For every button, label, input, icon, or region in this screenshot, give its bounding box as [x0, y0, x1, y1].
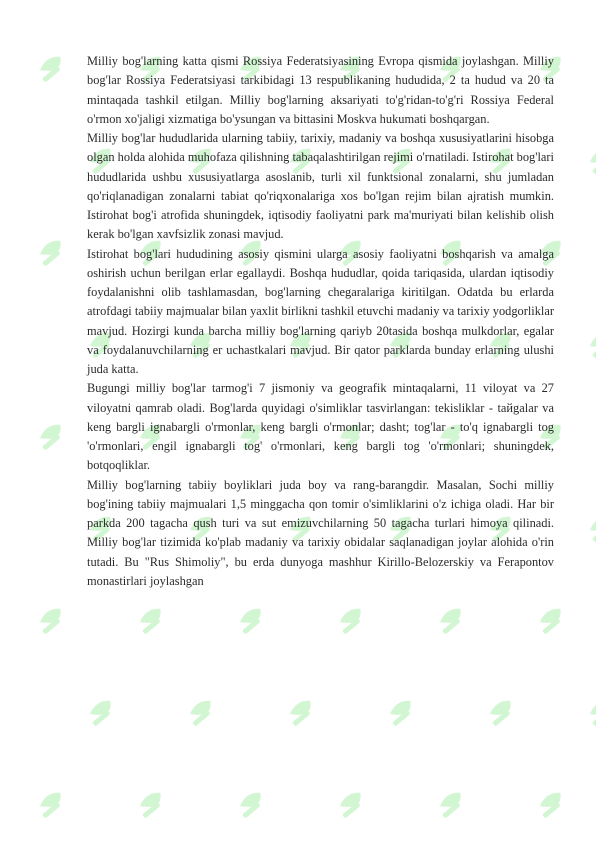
- watermark-leaf-icon: [485, 696, 517, 726]
- watermark-leaf-icon: [35, 52, 67, 82]
- watermark-leaf-icon: [585, 696, 596, 726]
- watermark-leaf-icon: [285, 696, 317, 726]
- watermark-leaf-icon: [435, 604, 467, 634]
- watermark-leaf-icon: [585, 144, 596, 174]
- watermark-leaf-icon: [385, 696, 417, 726]
- paragraph: Milliy bog'larning katta qismi Rossiya Federatsiyasining Evropa qismida joylashgan. Milliy bog'lar Rossiya Federatsiyasi tarkibidagi 13 respublikaning hududida, 2 ta hudud va 20 ta mintaqada tashkil etilgan. Milliy bog'larning aksariyati to'g'ridan-to'g'ri Rossiya Federal o'rmon xo'jaligi xizmatiga bo'ysungan va bittasini Moskva hukumati boshqargan.: [87, 54, 554, 126]
- watermark-leaf-icon: [135, 604, 167, 634]
- watermark-leaf-icon: [85, 696, 117, 726]
- watermark-leaf-icon: [235, 788, 267, 818]
- paragraph: Milliy bog'lar hududlarida ularning tabiiy, tarixiy, madaniy va boshqa xususiyatlarini hisobga olgan holda alohida muhofaza qilishning tabaqalashtirilgan rejimi o'rnatiladi. Istirohat bog'lari hududlarida ushbu xususiyatlarga asoslanib, turli xil funktsional zonalarni, shu jumladan qo'riqlanadigan zonalarni tabiat qo'riqxonalariga xos bo'lgan rejim bilan ajratish mumkin. Istirohat bog'i atrofida shuningdek, iqtisodiy faoliyatni park ma'muriyati bilan kelishib olish kerak bo'lgan xavfsizlik zonasi mavjud.: [87, 131, 554, 242]
- watermark-leaf-icon: [335, 788, 367, 818]
- watermark-leaf-icon: [135, 788, 167, 818]
- watermark-leaf-icon: [585, 512, 596, 542]
- watermark-leaf-icon: [235, 604, 267, 634]
- watermark-leaf-icon: [435, 788, 467, 818]
- paragraph: Istirohat bog'lari hududining asosiy qismini ularga asosiy faoliyatni boshqarish va amalga oshirish uchun berilgan erlar egallaydi. Boshqa hududlar, qoida tariqasida, ulardan iqtisodiy foydalanishni olib tashlamasdan, bog'larning chegaralariga kiritilgan. Odatda bu erlarda atrofdagi tabiiy majmualar bilan yaxlit birlikni tashkil etuvchi madaniy va tarixiy yodgorliklar mavjud. Hozirgi kunda barcha milliy bog'larning qariyb 20tasida boshqa mulkdorlar, egalar va foydalanuvchilarning er uchastkalari mavjud. Bir qator parklarda bunday erlarning ulushi juda katta.: [87, 246, 554, 376]
- watermark-leaf-icon: [35, 236, 67, 266]
- watermark-leaf-icon: [335, 604, 367, 634]
- watermark-leaf-icon: [35, 604, 67, 634]
- paragraph: Bugungi milliy bog'lar tarmog'i 7 jismoniy va geografik mintaqalarni, 11 viloyat va 27 viloyatni qamrab oladi. Bog'larda quyidagi o'simliklar tasvirlangan: tekisliklar - tайgalar va keng bargli ignabargli o'rmonlar, keng bargli o'rmonlar; dasht; tog'lar - to'q ignabargli tog 'o'rmonlari, engil ignabargli tog' o'rmonlari, keng bargli tog 'o'rmonlari; shuningdek, botqoqliklar.: [87, 381, 554, 473]
- watermark-leaf-icon: [585, 328, 596, 358]
- watermark-leaf-icon: [35, 420, 67, 450]
- watermark-leaf-icon: [535, 788, 567, 818]
- watermark-leaf-icon: [535, 604, 567, 634]
- watermark-leaf-icon: [35, 788, 67, 818]
- watermark-leaf-icon: [185, 696, 217, 726]
- document-body: [87, 52, 554, 591]
- paragraph: Milliy bog'larning tabiiy boyliklari juda boy va rang-barangdir. Masalan, Sochi milliy bog'ining tabiiy majmualari 1,5 minggacha qon tomir o'simliklarini o'z ichiga oladi. Har bir parkda 200 tagacha qush turi va sut emizuvchilarning 50 tagacha turlari himoya qilinadi. Milliy bog'lar tizimida ko'plab madaniy va tarixiy obidalar saqlanadigan joylar alohida o'rin tutadi. Bu "Rus Shimoliy", bu erda dunyoga mashhur Kirillo-Belozerskiy va Ferapontov monastirlari joylashgan: [87, 477, 554, 588]
